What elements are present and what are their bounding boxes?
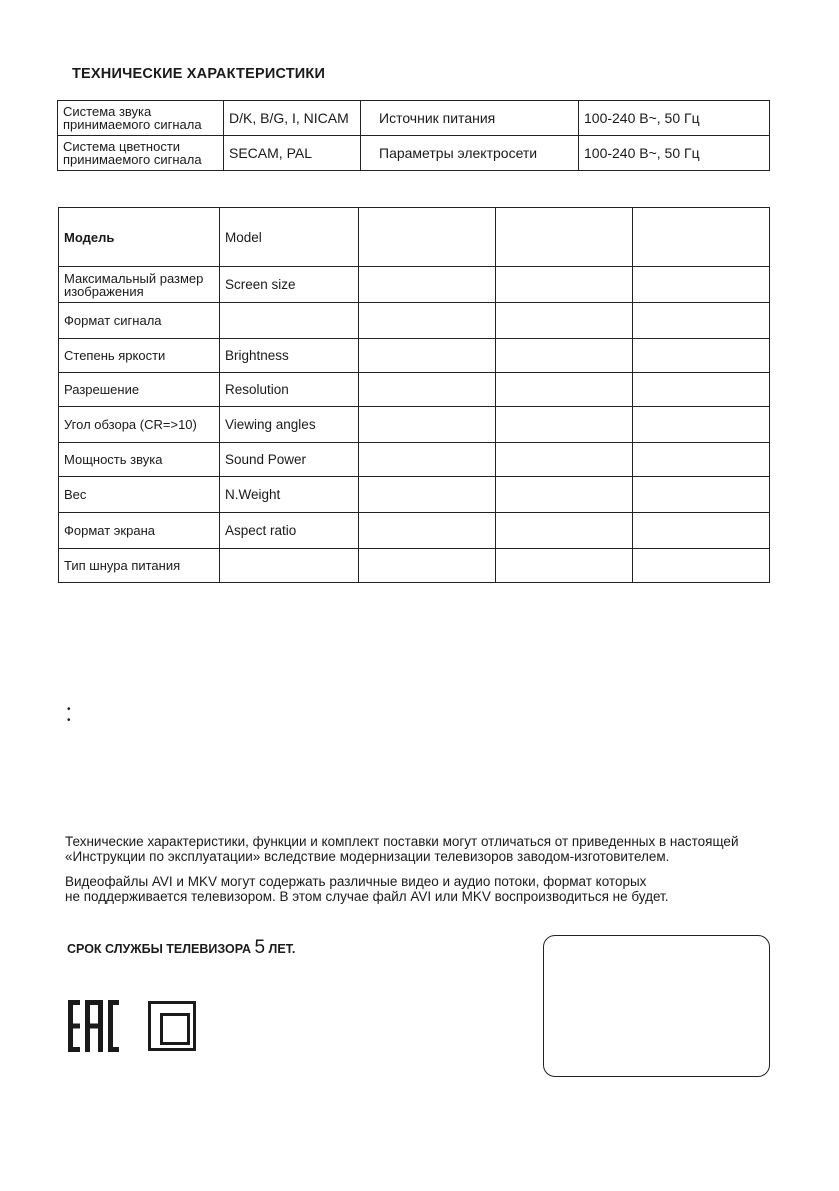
empty-cell <box>496 443 633 477</box>
double-insulation-icon <box>148 1001 196 1051</box>
empty-cell <box>496 407 633 443</box>
signal-table <box>57 100 770 171</box>
empty-cell <box>359 208 496 267</box>
empty-cell <box>359 339 496 373</box>
table-cell: Формат сигнала <box>59 303 220 339</box>
table-cell: Формат экрана <box>59 513 220 549</box>
table-cell: Screen size <box>220 267 359 303</box>
empty-cell <box>359 477 496 513</box>
table-cell: Угол обзора (CR=>10) <box>59 407 220 443</box>
bullet-icon: • <box>67 704 71 715</box>
empty-cell <box>359 407 496 443</box>
table-row <box>59 373 770 407</box>
table-row <box>59 443 770 477</box>
table-cell: Максимальный размер изображения <box>59 267 220 303</box>
table-cell: 100-240 В~, 50 Гц <box>579 101 770 136</box>
table-row <box>59 339 770 373</box>
spec-table <box>58 207 770 583</box>
table-cell: Viewing angles <box>220 407 359 443</box>
table-cell: Brightness <box>220 339 359 373</box>
table-cell <box>220 303 359 339</box>
page-title: ТЕХНИЧЕСКИЕ ХАРАКТЕРИСТИКИ <box>72 66 326 82</box>
empty-cell <box>633 477 770 513</box>
empty-cell <box>359 513 496 549</box>
empty-cell <box>633 339 770 373</box>
service-life: СРОК СЛУЖБЫ ТЕЛЕВИЗОРА 5 ЛЕТ. <box>67 937 296 958</box>
note-paragraph: Технические характеристики, функции и комплект поставки могут отличаться от приведенных в настоящей «Инструкции по эксплуатации» вследствие модернизации телевизоров заводом-изготовителем. <box>65 834 739 864</box>
table-cell: Model <box>220 208 359 267</box>
table-cell: Система цветности принимаемого сигнала <box>58 136 224 171</box>
note-paragraph: Видеофайлы AVI и MKV могут содержать различные видео и аудио потоки, формат которых не поддерживается телевизором. В этом случае файл AVI или MKV воспроизводиться не будет. <box>65 874 669 904</box>
table-row <box>58 101 770 136</box>
empty-cell <box>496 549 633 583</box>
empty-cell <box>633 373 770 407</box>
table-cell: Разрешение <box>59 373 220 407</box>
table-cell: Sound Power <box>220 443 359 477</box>
empty-cell <box>633 303 770 339</box>
table-row <box>59 208 770 267</box>
empty-cell <box>633 267 770 303</box>
bullet-list <box>67 704 71 726</box>
table-cell: N.Weight <box>220 477 359 513</box>
table-cell: D/K, B/G, I, NICAM <box>224 101 361 136</box>
empty-cell <box>633 407 770 443</box>
table-row <box>59 267 770 303</box>
table-row <box>59 477 770 513</box>
table-row <box>59 549 770 583</box>
bullet-icon: • <box>67 715 71 726</box>
table-cell: Система звука принимаемого сигнала <box>58 101 224 136</box>
empty-cell <box>359 267 496 303</box>
empty-cell <box>496 208 633 267</box>
empty-cell <box>359 443 496 477</box>
notes <box>65 834 805 914</box>
table-cell: Resolution <box>220 373 359 407</box>
empty-cell <box>496 267 633 303</box>
table-cell: 100-240 В~, 50 Гц <box>579 136 770 171</box>
empty-cell <box>633 513 770 549</box>
empty-cell <box>496 477 633 513</box>
empty-cell <box>359 303 496 339</box>
label-box <box>543 935 770 1077</box>
table-cell: Вес <box>59 477 220 513</box>
empty-cell <box>633 443 770 477</box>
empty-cell <box>496 513 633 549</box>
table-row <box>59 303 770 339</box>
table-cell: SECAM, PAL <box>224 136 361 171</box>
table-row <box>59 407 770 443</box>
table-cell: Параметры электросети <box>361 136 579 171</box>
table-cell: Модель <box>59 208 220 267</box>
empty-cell <box>633 549 770 583</box>
empty-cell <box>633 208 770 267</box>
empty-cell <box>496 339 633 373</box>
eac-mark-icon <box>67 998 121 1059</box>
table-cell: Мощность звука <box>59 443 220 477</box>
empty-cell <box>359 549 496 583</box>
table-cell: Тип шнура питания <box>59 549 220 583</box>
table-row <box>59 513 770 549</box>
table-cell: Степень яркости <box>59 339 220 373</box>
table-cell: Источник питания <box>361 101 579 136</box>
table-cell: Aspect ratio <box>220 513 359 549</box>
empty-cell <box>359 373 496 407</box>
table-cell <box>220 549 359 583</box>
table-row <box>58 136 770 171</box>
empty-cell <box>496 373 633 407</box>
empty-cell <box>496 303 633 339</box>
